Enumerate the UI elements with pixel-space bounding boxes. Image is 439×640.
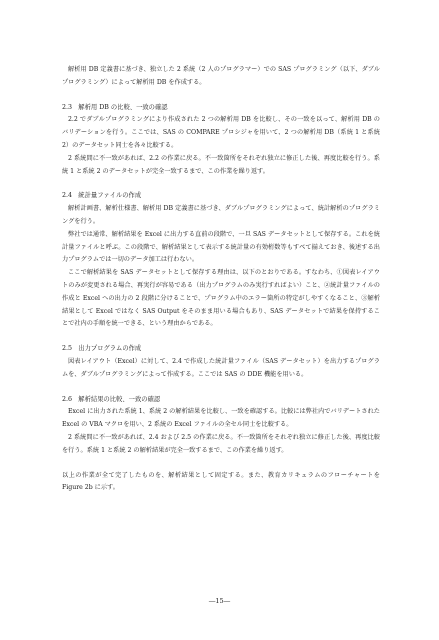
section-2-5-paragraph-1: 図表レイアウト（Excel）に対して、2.4 で作成した統計量ファイル（SAS データセット）を出力するプログラムを、ダブルプログラミングによって作成する。ここでは SAS の DDE 機能を用いる。 — [62, 357, 380, 378]
section-2-4-paragraph-2: 弊社では通常、解析結果を Excel に出力する直前の段階で、一旦 SAS データセットとして保存する。これを統計量ファイルと呼ぶ。この段階で、解析結果として表示する統計量の有効桁数等もすべて揃えておき、後述する出力プログラムでは一切のデータ加工は行わない。 — [62, 230, 380, 264]
section-2-6-paragraph-1: Excel に出力された系統 1、系統 2 の解析結果を比較し、一致を確認する。比較には弊社内でバリデートされた Excel の VBA マクロを用い、2 系統の Excel ファイルの全セル同士を比較する。 — [62, 408, 380, 429]
section-2-3-paragraph-1: 2.2 でダブルプログラミングにより作成された 2 つの解析用 DB を比較し、その一致を以って、解析用 DB のバリデーションを行う。ここでは、SAS の COMPARE プロシジャを用いて、2 つの解析用 DB（系統 1 と系統 2）のデータセット同士を各々比較する。 — [62, 116, 380, 149]
section-2-3-paragraph-2: 2 系統間に不一致があれば、2.2 の作業に戻る。不一致箇所をそれぞれ独立に修正した後、再度比較を行う。系統 1 と系統 2 のデータセットが完全一致するまで、この作業を繰り返す。 — [62, 154, 380, 175]
section-2-4-paragraph-1: 解析計画書、解析仕様書、解析用 DB 定義書に基づき、ダブルプログラミングによって、統計解析のプログラミングを行う。 — [62, 205, 380, 225]
page-number: ―15― — [208, 597, 231, 605]
document-body — [62, 64, 380, 495]
intro-paragraph: 解析用 DB 定義書に基づき、独立した 2 系統（2 人のプログラマー）での SAS プログラミング（以下、ダブルプログラミング）によって解析用 DB を作成する。 — [62, 66, 380, 86]
section-2-6-paragraph-2: 2 系統間に不一致があれば、2.4 および 2.5 の作業に戻る。不一致箇所をそれぞれ独立に修正した後、再度比較を行う。系統 1 と系統 2 の解析結果が完全一致するまで、この作業を繰り返す。 — [62, 433, 380, 454]
section-2-6-heading: 2.6 解析結果の比較、一致の確認 — [62, 395, 161, 403]
section-2-4-paragraph-3: ここで解析結果を SAS データセットとして保存する理由は、以下のとおりである。すなわち、①図表レイアウトのみが変更される場合、再実行が容易である（出力プログラムのみ実行すればよい）こと、②統計量ファイルの作成と Excel への出力の 2 段階に分けることで、プログラム中のエラー箇所の特定がしやすくなること、③解析結果として Excel ではなく SAS Output をそのまま用いる場合もあり、SAS データセットで結果を保持することで社内の手順を統一できる、という理由からである。 — [62, 269, 380, 328]
section-2-4-heading: 2.4 統計量ファイルの作成 — [62, 192, 142, 200]
closing-paragraph: 以上の作業が全て完了したものを、解析結果として固定する。また、教育カリキュラムのフローチャートを Figure 2b に示す。 — [62, 471, 380, 492]
section-2-3-heading: 2.3 解析用 DB の比較、一致の確認 — [62, 103, 168, 111]
section-2-5-heading: 2.5 出力プログラムの作成 — [62, 345, 142, 353]
